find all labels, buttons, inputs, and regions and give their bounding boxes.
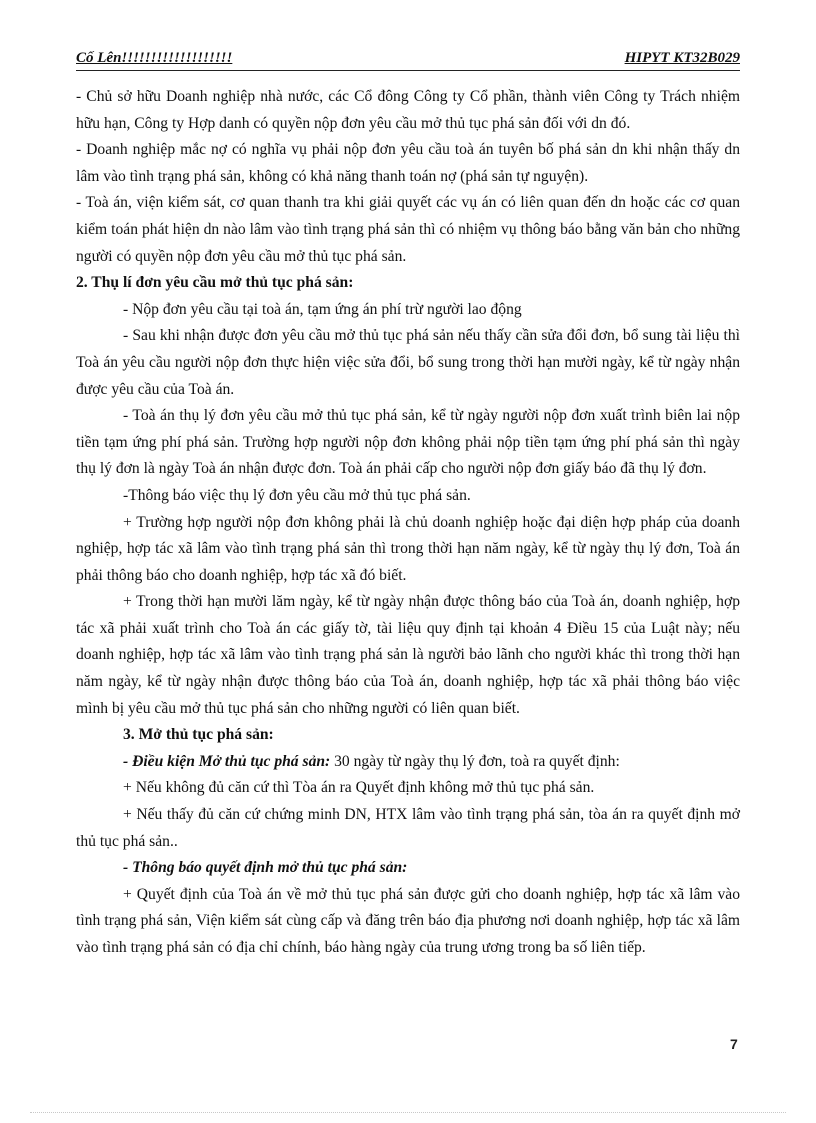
header-rule <box>76 70 740 71</box>
conditions-text: 30 ngày từ ngày thụ lý đơn, toà ra quyết định: <box>330 752 620 770</box>
header-left-text: Cố Lên!!!!!!!!!!!!!!!!!!! <box>76 50 233 66</box>
page-number: 7 <box>730 1036 738 1052</box>
page-header <box>76 48 740 72</box>
paragraph-notice-case-1: + Trường hợp người nộp đơn không phải là chủ doanh nghiệp hoặc đại diện hợp pháp của doanh nghiệp, hợp tác xã lâm vào tình trạng phá sản thì trong thời hạn năm ngày, kể từ ngày thụ lý đơn, Toà án phải thông báo cho doanh nghiệp, hợp tác xã đó biết. <box>76 513 740 584</box>
section-heading-2: 2. Thụ lí đơn yêu cầu mở thủ tục phá sản: <box>76 274 354 292</box>
paragraph-decision-distribution: + Quyết định của Toà án về mở thủ tục phá sản được gửi cho doanh nghiệp, hợp tác xã lâm vào tình trạng phá sản, Viện kiểm sát cùng cấp và đăng trên báo địa phương nơi doanh nghiệp, hợp tác xã lâm vào tình trạng phá sản có địa chỉ chính, báo hàng ngày của trung ương trong ba số liên tiếp. <box>76 885 740 956</box>
header-right-text: HIPYT KT32B029 <box>624 50 740 66</box>
paragraph-notice-case-2: + Trong thời hạn mười lăm ngày, kể từ ngày nhận được thông báo của Toà án, doanh nghiệp, hợp tác xã phải xuất trình cho Toà án các giấy tờ, tài liệu quy định tại khoản 4 Điều 15 của Luật này; nếu doanh nghiệp, hợp tác xã lâm vào tình trạng phá sản là người bảo lãnh cho người khác thì trong thời hạn năm ngày, kể từ ngày nhận được thông báo của Toà án, doanh nghiệp, hợp tác xã phải thông báo việc mình bị yêu cầu mở thủ tục phá sản cho những người có liên quan biết. <box>76 593 740 717</box>
paragraph-debtor-obligation: - Doanh nghiệp mắc nợ có nghĩa vụ phải nộp đơn yêu cầu toà án tuyên bố phá sản dn khi nhận thấy dn lâm vào tình trạng phá sản, không có khả năng thanh toán nợ (phá sản tự nguyện). <box>76 141 740 185</box>
paragraph-conditions <box>76 749 740 776</box>
paragraph-sufficient-grounds: + Nếu thấy đủ căn cứ chứng minh DN, HTX lâm vào tình trạng phá sản, tòa án ra quyết định mở thủ tục phá sản.. <box>76 806 740 850</box>
footer-rule <box>30 1112 786 1113</box>
paragraph-decision-notice-label <box>76 855 740 882</box>
paragraph-amendment: - Sau khi nhận được đơn yêu cầu mở thủ tục phá sản nếu thấy cần sửa đổi đơn, bổ sung tài liệu thì Toà án yêu cầu người nộp đơn thực hiện việc sửa đổi, bổ sung trong thời hạn mười ngày, kể từ ngày nhận được yêu cầu của Toà án. <box>76 327 740 398</box>
paragraph-authorities-duty: - Toà án, viện kiểm sát, cơ quan thanh tra khi giải quyết các vụ án có liên quan đến dn hoặc các cơ quan kiểm toán phát hiện dn nào lâm vào tình trạng phá sản thì có nhiệm vụ thông báo bằng văn bản cho những người có quyền nộp đơn yêu cầu mở thủ tục phá sản. <box>76 194 740 265</box>
paragraph-filing: - Nộp đơn yêu cầu tại toà án, tạm ứng án phí trừ người lao động <box>123 300 522 318</box>
section-heading-3: 3. Mở thủ tục phá sản: <box>123 726 274 744</box>
paragraph-insufficient-grounds: + Nếu không đủ căn cứ thì Tòa án ra Quyết định không mở thủ tục phá sản. <box>123 779 595 797</box>
paragraph-acceptance: - Toà án thụ lý đơn yêu cầu mở thủ tục phá sản, kể từ ngày người nộp đơn xuất trình biên lai nộp tiền tạm ứng phí phá sản. Trường hợp người nộp đơn không phải nộp tiền tạm ứng phí phá sản thì ngày thụ lý đơn là ngày Toà án nhận được đơn. Toà án phải cấp cho người nộp đơn giấy báo đã thụ lý đơn. <box>76 407 740 478</box>
document-body <box>76 84 740 962</box>
decision-notice-label: - Thông báo quyết định mở thủ tục phá sản: <box>123 859 408 877</box>
conditions-label: - Điều kiện Mở thủ tục phá sản: <box>123 752 331 770</box>
paragraph-owners-right: - Chủ sở hữu Doanh nghiệp nhà nước, các Cổ đông Công ty Cổ phần, thành viên Công ty Trách nhiệm hữu hạn, Công ty Hợp danh có quyền nộp đơn yêu cầu mở thủ tục phá sản đối với dn đó. <box>76 88 740 132</box>
paragraph-notice-title: -Thông báo việc thụ lý đơn yêu cầu mở thủ tục phá sản. <box>123 486 471 504</box>
